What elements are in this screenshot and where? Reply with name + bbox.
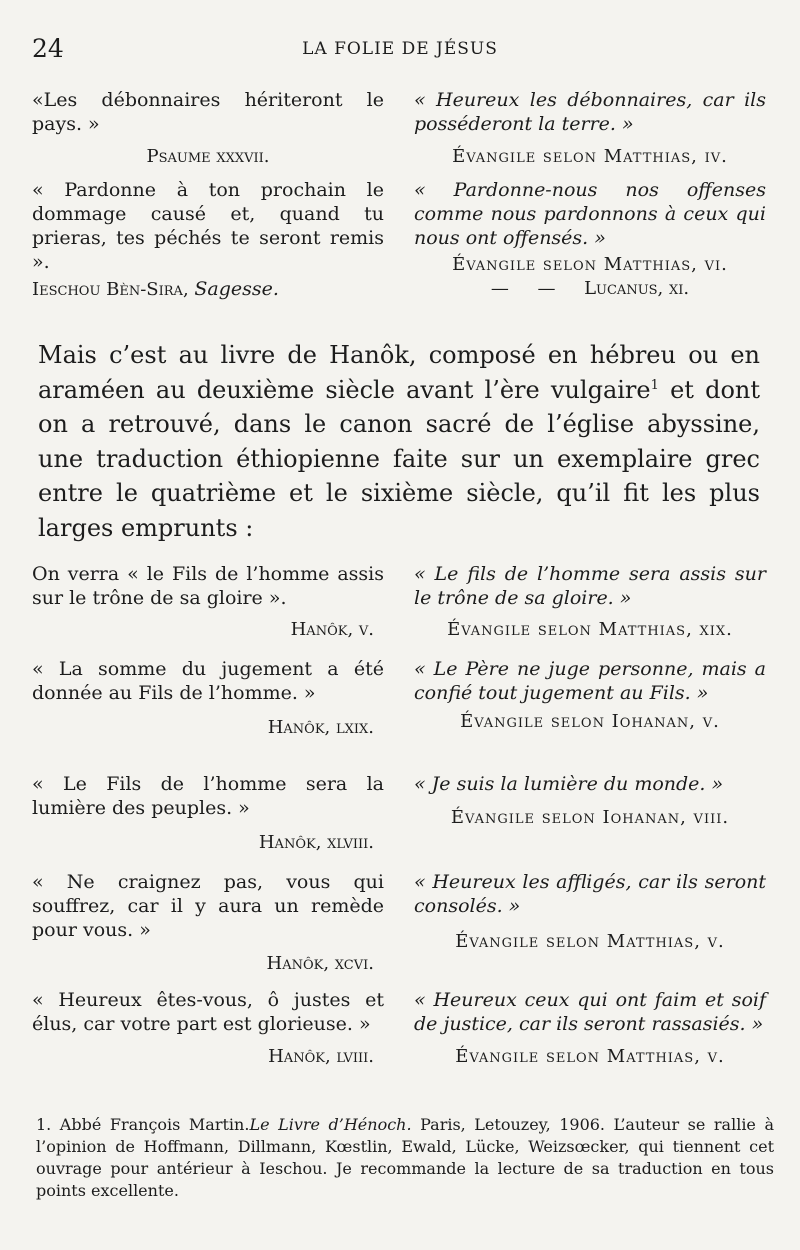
right-column [414,88,766,169]
quote-text: « Heureux les débonnaires, car ils posséderont la terre. » [414,89,766,135]
source-reference: Évangile selon Matthias, xix. [447,619,733,640]
right-column [414,870,766,954]
running-title: LA FOLIE DE JÉSUS [302,39,498,59]
left-column [32,772,384,855]
source-reference-secondary: — — Lucanus, xi. [490,278,690,299]
quote-text: « Heureux les affligés, car ils seront consolés. » [414,871,766,917]
left-column [32,988,384,1069]
left-column [32,88,384,169]
source-reference: Psaume xxxvii. [146,146,270,167]
footnote-author: Abbé François Martin. [51,1115,250,1134]
quote-text: « Je suis la lumière du monde. » [414,773,724,795]
left-column [32,562,384,642]
source-reference: Hanôk, xcvi. [266,953,374,974]
quote-text: On verra « le Fils de l’homme assis sur le trône de sa gloire ». [32,563,384,609]
quote-text: « Ne craignez pas, vous qui souffrez, car il y aura un remède pour vous. » [32,871,384,941]
footnote-number: 1. [36,1115,52,1134]
footnote-title: Le Livre d’Hénoch. [249,1115,412,1134]
quote-text: « Pardonne-nous nos offenses comme nous pardonnons à ceux qui nous ont offensés. » [414,179,766,249]
source-reference: Hanôk, lviii. [268,1046,374,1067]
footnote-marker: 1 [650,377,659,393]
quote-text: « Heureux ceux qui ont faim et soif de justice, car ils seront rassasiés. » [414,989,766,1035]
footnote [36,1114,774,1202]
quote-text: « Le fils de l’homme sera assis sur le trône de sa gloire. » [414,563,766,609]
source-reference: Évangile selon Matthias, iv. [452,146,728,167]
paragraph-text: Mais c’est au livre de Hanôk, composé en hébreu ou en araméen au deuxième siècle avant l’ère vulgaire [38,341,760,404]
quote-text: « Le Père ne juge personne, mais a confié tout jugement au Fils. » [414,658,766,704]
reference-author: Ieschou Bèn-Sira, [32,279,189,300]
quote-text: « Heureux êtes-vous, ô justes et élus, car votre part est glorieuse. » [32,989,384,1035]
left-column [32,657,384,740]
footnote-text: Paris, Letouzey, 1906. L’auteur se rallie à l’opinion de Hoffmann, Dillmann, Kœstlin, Ewald, Lücke, Weizsœcker, qui tiennent cet ouvrage pour antérieur à Ieschou. Je recommande la lecture de sa traduction en tous points excellente. [36,1115,774,1200]
paragraph-text: et dont on a retrouvé, dans le canon sacré de l’église abyssine, une traduction éthiopienne faite sur un exemplaire grec entre le quatrième et le sixième siècle, qu’il fit les plus larges emprunts : [38,375,760,542]
quote-text: «Les débonnaires hériteront le pays. » [32,89,384,135]
source-reference: Évangile selon Matthias, vi. [452,254,728,275]
source-reference: Évangile selon Matthias, v. [455,1046,725,1067]
reference-work: Sagesse. [194,278,279,300]
quote-text: « La somme du jugement a été donnée au Fils de l’homme. » [32,658,384,704]
source-reference: Évangile selon Iohanan, v. [460,711,720,732]
left-column [32,870,384,976]
source-reference [32,277,384,302]
page-number: 24 [32,34,64,63]
quote-text: « Pardonne à ton prochain le dommage causé et, quand tu prieras, tes péchés te seront remis ». [32,179,384,273]
source-reference: Évangile selon Matthias, v. [455,931,725,952]
right-column [414,178,766,301]
right-column [414,772,766,830]
right-column [414,562,766,642]
page-header [0,34,800,64]
quote-text: « Le Fils de l’homme sera la lumière des peuples. » [32,773,384,819]
source-reference: Hanôk, lxix. [267,717,374,738]
left-column [32,178,384,302]
source-reference: Hanôk, v. [290,619,374,640]
body-paragraph [38,338,760,545]
right-column [414,988,766,1069]
source-reference: Évangile selon Iohanan, viii. [450,807,730,828]
source-reference: Hanôk, xlviii. [258,832,374,853]
right-column [414,657,766,734]
